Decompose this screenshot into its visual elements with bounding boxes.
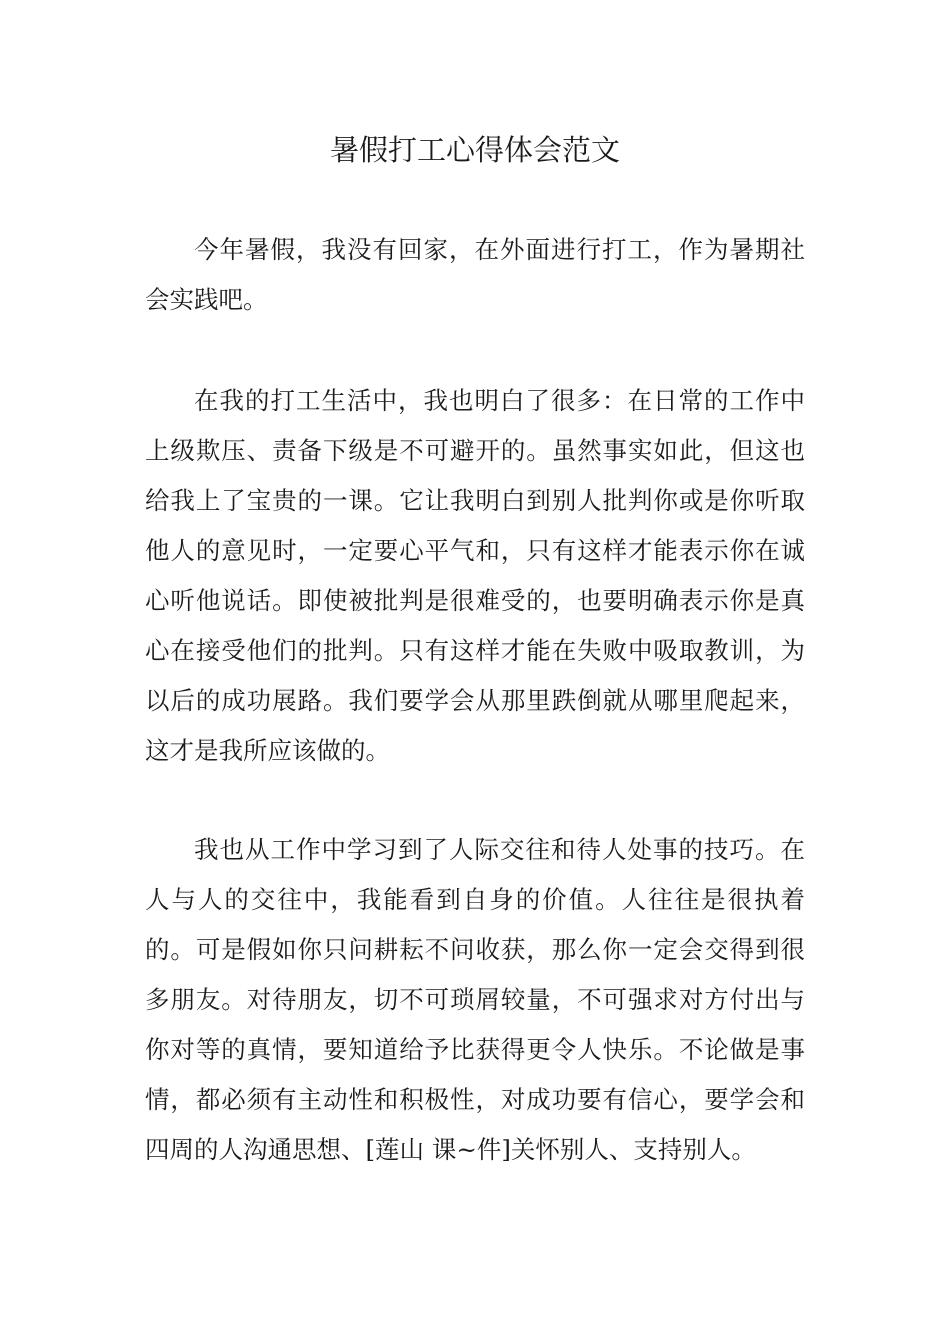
paragraph-3: 我也从工作中学习到了人际交往和待人处事的技巧。在人与人的交往中，我能看到自身的价值。人往往是很执着的。可是假如你只问耕耘不问收获，那么你一定会交得到很多朋友。对待朋友，切不可琐屑较量，不可强求对方付出与你对等的真情，要知道给予比获得更令人快乐。不论做是事情，都必须有主动性和积极性，对成功要有信心，要学会和四周的人沟通思想、[莲山 课~件]关怀别人、支持别人。: [145, 835, 805, 1164]
document-title: 暑假打工心得体会范文: [329, 133, 620, 167]
paragraph-1: 今年暑假，我没有回家，在外面进行打工，作为暑期社会实践吧。: [145, 235, 805, 314]
paragraph-2: 在我的打工生活中，我也明白了很多：在日常的工作中上级欺压、责备下级是不可避开的。虽然事实如此，但这也给我上了宝贵的一课。它让我明白到别人批判你或是你听取他人的意见时，一定要心平气和，只有这样才能表示你在诚心听他说话。即使被批判是很难受的，也要明确表示你是真心在接受他们的批判。只有这样才能在失败中吸取教训，为以后的成功展路。我们要学会从那里跌倒就从哪里爬起来，这才是我所应该做的。: [145, 386, 805, 765]
